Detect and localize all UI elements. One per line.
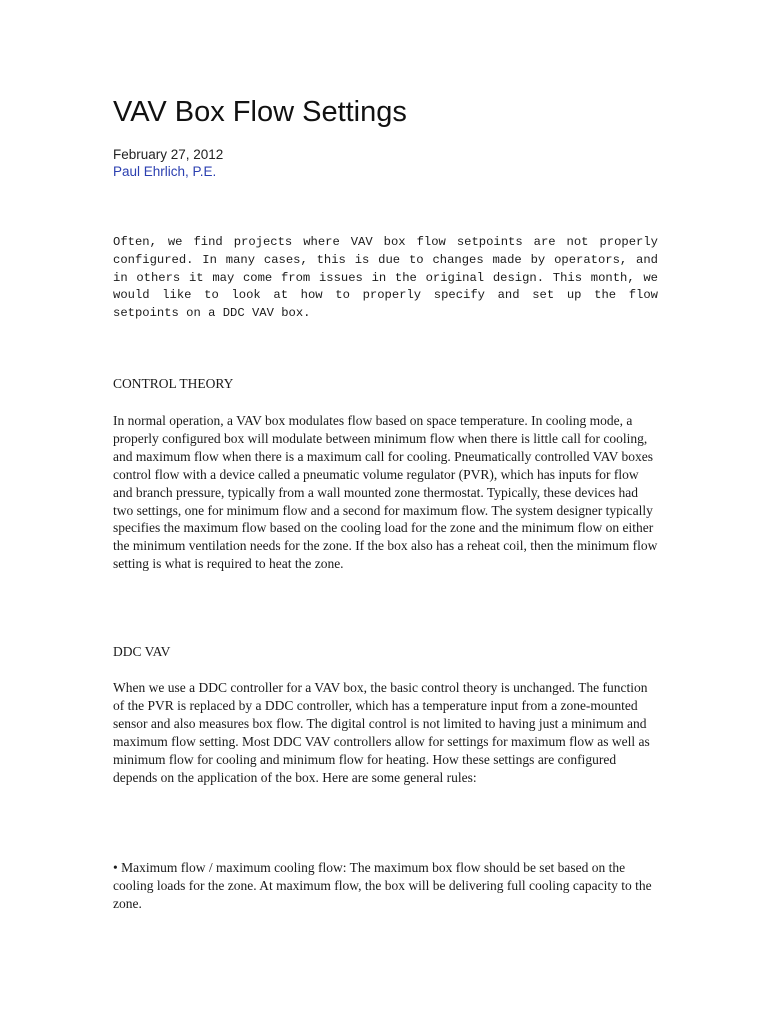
intro-paragraph: Often, we find projects where VAV box flow setpoints are not properly configured. In many cases, this is due to changes made by operators, and in others it may come from issues in the original design. This month, we would like to look at how to properly specify and set up the flow setpoints on a DDC VAV box. (113, 235, 658, 321)
section-heading-ddc-vav: DDC VAV (113, 644, 171, 659)
author-link[interactable]: Paul Ehrlich, P.E. (113, 164, 217, 179)
section-heading-control-theory: CONTROL THEORY (113, 376, 234, 391)
control-theory-paragraph: In normal operation, a VAV box modulates flow based on space temperature. In cooling mode, a properly configured box will modulate between minimum flow when there is little call for cooling, and maximum flow when there is a maximum call for cooling. Pneumatically controlled VAV boxes control flow with a device called a pneumatic volume regulator (PVR), which has inputs for flow and branch pressure, typically from a wall mounted zone thermostat. Typically, these devices had two settings, one for minimum flow and a second for maximum flow. The system designer typically specifies the maximum flow based on the cooling load for the zone and the minimum flow on either the minimum ventilation needs for the zone. If the box also has a reheat coil, then the minimum flow setting is what is required to heat the zone. (113, 413, 658, 572)
publish-date: February 27, 2012 (113, 147, 224, 162)
document-title: VAV Box Flow Settings (113, 96, 407, 128)
ddc-vav-paragraph: When we use a DDC controller for a VAV box, the basic control theory is unchanged. The function of the PVR is replaced by a DDC controller, which has a temperature input from a zone-mounted sensor and also measures box flow. The digital control is not limited to having just a minimum and maximum flow setting. Most DDC VAV controllers allow for settings for maximum flow as well as minimum flow for cooling and minimum flow for heating. How these settings are configured depends on the application of the box. Here are some general rules: (113, 680, 650, 785)
bullet-item-maximum-flow: • Maximum flow / maximum cooling flow: The maximum box flow should be set based on the cooling loads for the zone. At maximum flow, the box will be delivering full cooling capacity to the zone. (113, 860, 652, 911)
